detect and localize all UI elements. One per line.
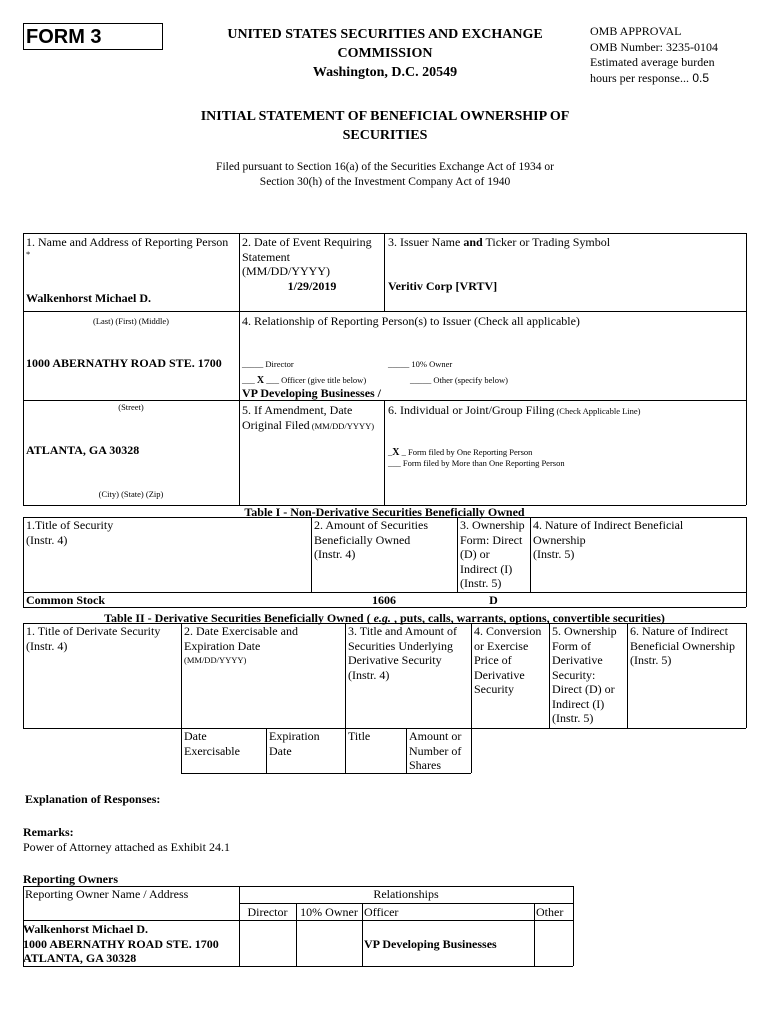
- box6-label: 6. Individual or Joint/Group Filing (Check Applicable Line): [388, 403, 641, 417]
- relationship-ten-percent-owner: _____ 10% Owner: [388, 359, 453, 369]
- filed-line-1: Filed pursuant to Section 16(a) of the Securities Exchange Act of 1934 or: [216, 161, 554, 173]
- agency-line-3: Washington, D.C. 20549: [312, 65, 458, 80]
- reporting-person-street: 1000 ABERNATHY ROAD STE. 1700: [26, 356, 222, 370]
- owner-officer: VP Developing Businesses: [364, 937, 497, 951]
- t1-col-title: 1.Title of Security (Instr. 4): [26, 518, 114, 547]
- reporting-owners-label: Reporting Owners: [23, 872, 118, 886]
- t1-col-nature: 4. Nature of Indirect Beneficial Ownership (Instr. 5): [533, 518, 684, 561]
- owner-name-address: Walkenhorst Michael D. 1000 ABERNATHY ROAD STE. 1700 ATLANTA, GA 30328: [23, 922, 219, 965]
- filed-pursuant: [150, 160, 620, 190]
- omb-burden-value: 0.5: [688, 70, 709, 85]
- owners-sub-ten-percent: 10% Owner: [300, 905, 358, 919]
- one-person-check-mark: X: [392, 447, 400, 458]
- owners-col-relationships: Relationships: [373, 887, 439, 901]
- relationship-other: _____ Other (specify below): [410, 375, 508, 385]
- street-hint: (Street): [118, 402, 144, 412]
- agency-heading: [200, 25, 570, 82]
- t2-sub-expiration: Expiration Date: [269, 729, 320, 758]
- title-line-1: INITIAL STATEMENT OF BENEFICIAL OWNERSHIP OF: [200, 109, 570, 124]
- officer-check-mark: X: [256, 375, 265, 386]
- owners-col-name: Reporting Owner Name / Address: [25, 887, 189, 901]
- omb-title: OMB APPROVAL: [590, 24, 682, 38]
- t2-sub-date-exercisable: Date Exercisable: [184, 729, 240, 758]
- name-hint: (Last) (First) (Middle): [92, 316, 169, 326]
- filing-more-persons: ___ Form filed by More than One Reporting Person: [388, 458, 565, 468]
- remarks-label: Remarks:: [23, 825, 74, 839]
- t2-col-ownership: 5. Ownership Form of Derivative Security: Direct (D) or Indirect (I) (Instr. 5): [552, 624, 617, 725]
- t2-col-underlying: 3. Title and Amount of Securities Underlying Derivative Security (Instr. 4): [348, 624, 458, 682]
- t2-col-dates: 2. Date Exercisable and Expiration Date (MM/DD/YYYY): [184, 624, 298, 665]
- table2-title: Table II - Derivative Securities Beneficially Owned ( e.g. , puts, calls, warrants, options, convertible securities): [104, 611, 665, 625]
- relationship-officer: ___ X ___ Officer (give title below): [242, 375, 367, 386]
- filing-one-person: _X _ Form filed by One Reporting Person: [388, 447, 533, 458]
- title-line-2: SECURITIES: [342, 128, 428, 143]
- t2-col-conversion: 4. Conversion or Exercise Price of Derivative Security: [474, 624, 542, 696]
- box1-label: 1. Name and Address of Reporting Person: [26, 235, 229, 249]
- omb-approval-box: [590, 24, 755, 86]
- form-label: FORM 3: [26, 26, 102, 48]
- t1-col-amount: 2. Amount of Securities Beneficially Owned (Instr. 4): [314, 518, 428, 561]
- issuer-name-value: Veritiv Corp [VRTV]: [388, 279, 498, 293]
- officer-title-value: VP Developing Businesses /: [242, 386, 382, 400]
- owners-sub-officer: Officer: [364, 905, 399, 919]
- t2-sub-amount: Amount or Number of Shares: [409, 729, 462, 772]
- remarks-text: Power of Attorney attached as Exhibit 24.1: [23, 840, 230, 854]
- security-amount: 1606: [372, 593, 396, 607]
- omb-number: OMB Number: 3235-0104: [590, 39, 718, 54]
- omb-burden-1: Estimated average burden: [590, 55, 715, 69]
- box3-label: 3. Issuer Name and Ticker or Trading Symbol: [388, 235, 611, 249]
- box5-label: 5. If Amendment, Date Original Filed (MM/DD/YYYY): [242, 403, 375, 432]
- reporting-person-city: ATLANTA, GA 30328: [26, 443, 140, 457]
- t2-col-nature: 6. Nature of Indirect Beneficial Ownership (Instr. 5): [630, 624, 735, 667]
- document-title: [160, 107, 610, 145]
- relationship-director: _____ Director: [242, 359, 294, 369]
- agency-line-2: COMMISSION: [337, 46, 433, 61]
- t2-sub-title: Title: [348, 729, 371, 743]
- city-hint: (City) (State) (Zip): [98, 489, 164, 499]
- box1-asterisk: *: [26, 249, 31, 259]
- event-date-value: 1/29/2019: [287, 279, 337, 293]
- agency-line-1: UNITED STATES SECURITIES AND EXCHANGE: [227, 27, 543, 42]
- owners-sub-other: Other: [536, 905, 564, 919]
- filed-line-2: Section 30(h) of the Investment Company Act of 1940: [259, 176, 511, 188]
- explanation-label: Explanation of Responses:: [25, 792, 161, 806]
- table1-title: Table I - Non-Derivative Securities Beneficially Owned: [244, 505, 525, 519]
- omb-burden-prefix: hours per response...: [590, 70, 689, 85]
- t2-col-title: 1. Title of Derivate Security (Instr. 4): [26, 624, 161, 653]
- reporting-person-name: Walkenhorst Michael D.: [26, 291, 151, 305]
- form-label-box: [23, 23, 163, 50]
- ownership-form: D: [489, 593, 498, 607]
- omb-burden-2: [590, 71, 755, 87]
- box2-label: 2. Date of Event Requiring Statement (MM/DD/YYYY): [242, 235, 372, 278]
- t1-col-form: 3. Ownership Form: Direct (D) or Indirect (I) (Instr. 5): [460, 518, 525, 590]
- box4-label: 4. Relationship of Reporting Person(s) to Issuer (Check all applicable): [242, 314, 580, 328]
- owners-sub-director: Director: [247, 905, 288, 919]
- security-title: Common Stock: [26, 593, 106, 607]
